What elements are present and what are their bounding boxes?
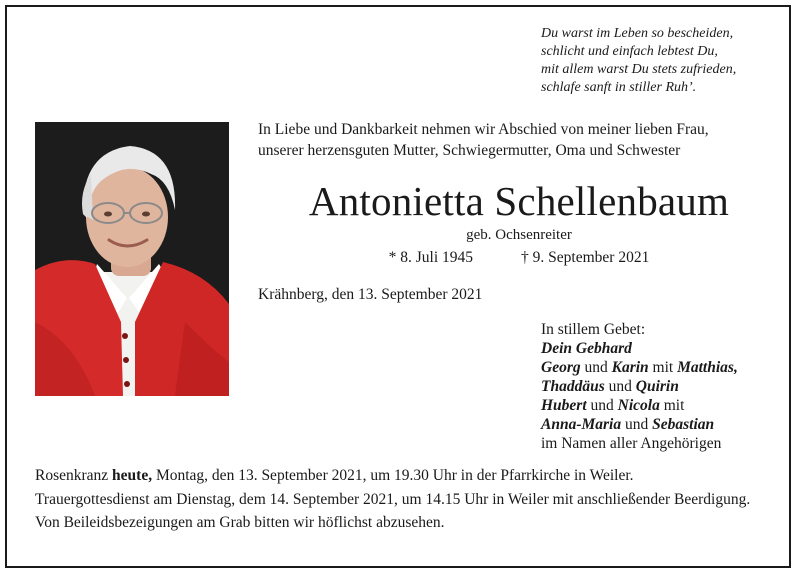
portrait-photo <box>35 122 229 396</box>
mourners-closing: im Namen aller Angehörigen <box>541 435 722 452</box>
intro-line: In Liebe und Dankbarkeit nehmen wir Abschied von meiner lieben Frau, <box>258 121 709 138</box>
condolence-note: Von Beileidsbezeigungen am Grab bitten wir höflichst abzusehen. <box>35 514 445 531</box>
service-info <box>35 466 766 537</box>
intro-text <box>258 119 778 161</box>
poem-line: schlafe sanft in stiller Ruh’. <box>541 80 697 95</box>
funeral-mass-info: Trauergottesdienst am Dienstag, dem 14. September 2021, um 14.15 Uhr in Weiler mit anschließender Beerdigung. <box>35 490 751 508</box>
conjunction: und <box>625 416 649 433</box>
mourner-name: Hubert <box>541 397 587 414</box>
mourner-line <box>541 377 781 396</box>
rosary-details: Montag, den 13. September 2021, um 19.30 Uhr in der Pfarrkirche in Weiler. <box>155 467 634 484</box>
mourners-list <box>541 320 781 453</box>
mourner-line <box>541 396 781 415</box>
mourner-name: Georg <box>541 359 581 376</box>
deceased-name: Antonietta Schellenbaum <box>308 178 730 224</box>
rosary-info <box>35 466 766 486</box>
rosary-today: heute, <box>112 467 153 484</box>
mourner-name: Karin <box>611 359 649 376</box>
mourner-name: Nicola <box>617 397 660 414</box>
rosary-label: Rosenkranz <box>35 467 109 484</box>
intro-line: unserer herzensguten Mutter, Schwiegermutter, Oma und Schwester <box>258 142 681 159</box>
portrait-photo-illustration <box>35 122 229 396</box>
maiden-name: geb. Ochsenreiter <box>466 227 572 243</box>
mourner-line: Dein Gebhard <box>541 340 632 357</box>
mourner-name: Sebastian <box>652 416 715 433</box>
death-date: † 9. September 2021 <box>521 249 650 266</box>
mourner-line <box>541 415 781 434</box>
conjunction: mit <box>652 359 674 376</box>
place-and-date: Krähnberg, den 13. September 2021 <box>258 286 483 303</box>
poem <box>541 25 781 97</box>
mourners-heading: In stillem Gebet: <box>541 321 646 338</box>
conjunction: und <box>584 359 608 376</box>
conjunction: und <box>590 397 614 414</box>
conjunction: und <box>608 378 632 395</box>
mourner-name: Anna-Maria <box>541 416 622 433</box>
life-dates <box>258 248 780 268</box>
poem-line: mit allem warst Du stets zufrieden, <box>541 62 737 77</box>
mourner-name: Matthias, <box>677 359 738 376</box>
mourner-line <box>541 358 781 377</box>
birth-date: * 8. Juli 1945 <box>388 249 474 266</box>
mourner-name: Thaddäus <box>541 378 605 395</box>
mourner-name: Quirin <box>635 378 679 395</box>
conjunction: mit <box>663 397 685 414</box>
poem-line: Du warst im Leben so bescheiden, <box>541 26 734 41</box>
poem-line: schlicht und einfach lebtest Du, <box>541 44 718 59</box>
